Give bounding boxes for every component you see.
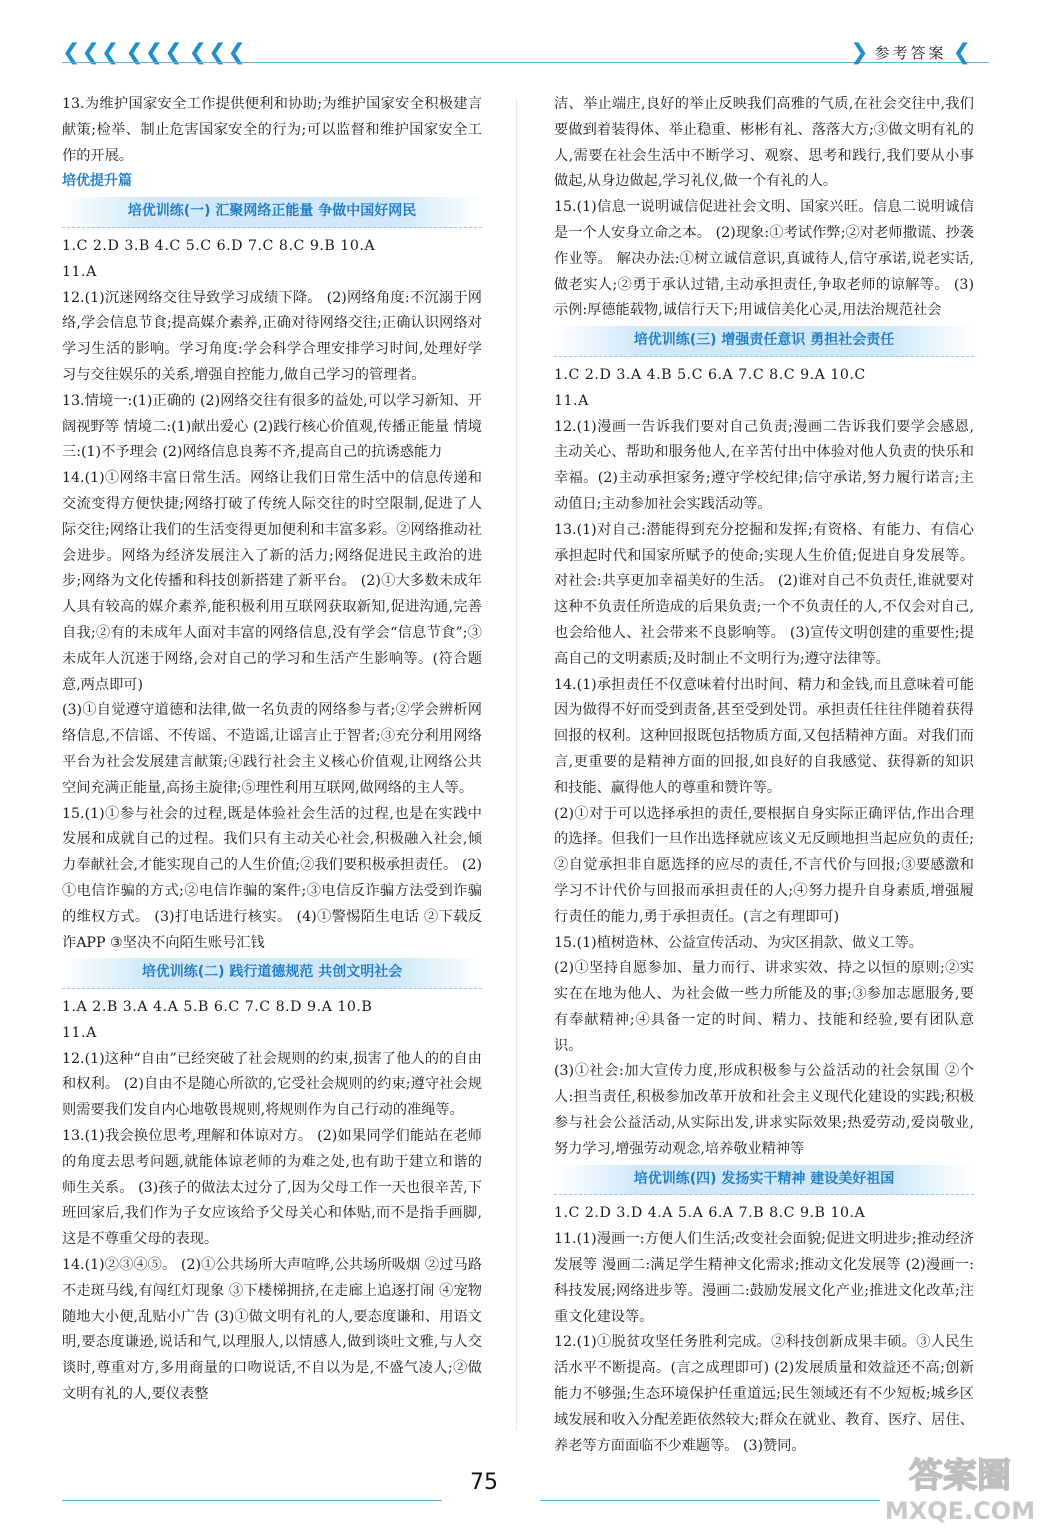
answer-paragraph: 13.(1)我会换位思考,理解和体谅对方。 (2)如果同学们能站在老师的角度去思考问题,就能体谅老师的为难之处,也有助于建立和谐的师生关系。 (3)孩子的做法太过分了,因为父母工作一天也很辛苦,下班回家后,我们作为子女应该给予父母关心和体贴,而不是指手画脚,这是不尊重父母的表现。	[62, 1128, 482, 1248]
footer-rule-right	[540, 1500, 880, 1501]
answer-paragraph: 12.(1)①脱贫攻坚任务胜利完成。②科技创新成果丰硕。③人民生活水平不断提高。(言之成理即可) (2)发展质量和效益还不高;创新能力不够强;生态环境保护任重道远;民生领域还有不少短板;城乡区域发展和收入分配差距依然较大;群众在就业、教育、医疗、居住、养老等方面面临不少难题等。 (3)赞同。	[554, 1334, 974, 1454]
answer-paragraph: 15.(1)植树造林、公益宣传活动、为灾区捐款、做义工等。	[554, 934, 923, 951]
footer-rule-left	[62, 1500, 442, 1501]
watermark-url: MXQE.COM	[884, 1497, 1036, 1525]
chevron-left-icon: ❮	[952, 40, 971, 65]
chevron-left-icon: ❮	[62, 40, 81, 65]
answer-paragraph: (2)①坚持自愿参加、量力而行、讲求实效、持之以恒的原则;②实实在在地为他人、为社会做一些力所能及的事;③参加志愿服务,要有奉献精神;④具备一定的时间、精力、技能和经验,要有团队意识。	[554, 960, 974, 1054]
header-chevron-decoration	[62, 42, 246, 64]
choice-answers: 1.A 2.B 3.A 4.A 5.B 6.C 7.C 8.D 9.A 10.B	[62, 999, 373, 1016]
answer-paragraph: (2)①对于可以选择承担的责任,要根据自身实际正确评估,作出合理的选择。但我们一旦作出选择就应该义无反顾地担当起应负的责任;②自觉承担非自愿选择的应尽的责任,不言代价与回报;③要感激和学习不计代价与回报而承担责任的人;④努力提升自身素质,增强履行责任的能力,勇于承担责任。(言之有理即可)	[554, 805, 974, 925]
answer-paragraph: 12.(1)这种“自由”已经突破了社会规则的约束,损害了他人的的自由和权利。 (2)自由不是随心所欲的,它受社会规则的约束;遵守社会规则需要我们发自内心地敬畏规则,将规则作为自己行动的准绳等。	[62, 1050, 482, 1119]
chevron-left-icon: ❮	[227, 40, 246, 65]
chevron-right-icon: ❯	[850, 40, 869, 65]
header-title-group	[850, 40, 971, 65]
chevron-left-icon: ❮	[125, 40, 144, 65]
right-column	[554, 92, 974, 1459]
answer-paragraph: 15.(1)信息一说明诚信促进社会文明、国家兴旺。信息二说明诚信是一个人安身立命之本。 (2)现象:①考试作弊;②对老师撒谎、抄袭作业等。 解决办法:①树立诚信意识,真诚待人,信守承诺,说老实话,做老实人;②勇于承认过错,主动承担责任,争取老师的谅解等。 (3)示例:厚德能载物,诚信行天下;用诚信美化心灵,用法治规范社会	[554, 199, 974, 319]
chevron-left-icon: ❮	[100, 40, 120, 65]
left-column	[62, 92, 482, 1408]
exercise-banner: 培优训练(二) 践行道德规范 共创文明社会	[62, 958, 482, 989]
choice-answers: 1.C 2.D 3.A 4.B 5.C 6.A 7.C 8.C 9.A 10.C	[554, 366, 866, 383]
answer-paragraph: 11.(1)漫画一:方便人们生活;改变社会面貌;促进文明进步;推动经济发展等 漫画二:满足学生精神文化需求;推动文化发展等 (2)漫画一:科技发展;网络进步等。漫画二:鼓励发展文化产业;推进文化改革;注重文化建设等。	[554, 1231, 974, 1325]
chevron-left-icon: ❮	[144, 40, 164, 65]
choice-answers: 1.C 2.D 3.D 4.A 5.A 6.A 7.B 8.C 9.B 10.A	[554, 1205, 866, 1222]
exercise-banner: 培优训练(一) 汇聚网络正能量 争做中国好网民	[62, 197, 482, 228]
answer-paragraph: 12.(1)沉迷网络交往导致学习成绩下降。 (2)网络角度:不沉溺于网络,学会信息节食;提高媒介素养,正确对待网络交往;正确认识网络对学习生活的影响。学习角度:学会科学合理安排学习时间,处理好学习与交往娱乐的关系,增强自控能力,做自己学习的管理者。	[62, 289, 482, 383]
watermark-logo	[880, 1445, 1040, 1530]
answer-paragraph: 15.(1)①参与社会的过程,既是体验社会生活的过程,也是在实践中发展和成就自己的过程。我们只有主动关心社会,积极融入社会,倾力奉献社会,才能实现自己的人生价值;②我们要积极承担责任。 (2)①电信诈骗的方式;②电信诈骗的案件;③电信反诈骗方法受到诈骗的维权方式。 (3)打电话进行核实。 (4)①警惕陌生电话 ②下载反诈APP ③坚决不向陌生账号汇钱	[62, 805, 482, 951]
answer-paragraph: 13.为维护国家安全工作提供便利和协助;为维护国家安全积极建言献策;检举、制止危害国家安全的行为;可以监督和维护国家安全工作的开展。	[62, 96, 482, 164]
watermark-title: 答案圈	[909, 1456, 1011, 1496]
answer-paragraph: (3)①自觉遵守道德和法律,做一名负责的网络参与者;②学会辨析网络信息,不信谣、不传谣、不造谣,让谣言止于智者;③充分利用网络平台为社会发展建言献策;④践行社会主义核心价值观,让网络公共空间充满正能量,高扬主旋律;⑤理性利用互联网,做网络的主人等。	[62, 702, 482, 796]
choice-answers: 11.A	[554, 392, 589, 409]
chevron-left-icon: ❮	[81, 40, 100, 65]
chevron-left-icon: ❮	[164, 40, 183, 65]
answer-paragraph: 13.(1)对自己:潜能得到充分挖掘和发挥;有资格、有能力、有信心承担起时代和国家所赋予的使命;实现人生价值;促进自身发展等。对社会:共享更加幸福美好的生活。 (2)谁对自己不负责任,谁就要对这种不负责任所造成的后果负责;一个不负责任的人,不仅会对自己,也会给他人、社会带来不良影响等。 (3)宣传文明创建的重要性;提高自己的文明素质;及时制止不文明行为;遵守法律等。	[554, 521, 974, 667]
chevron-left-icon: ❮	[208, 40, 227, 65]
answer-paragraph: (3)①社会:加大宣传力度,形成积极参与公益活动的社会氛围 ②个人:担当责任,积极参加改革开放和社会主义现代化建设的实践;积极参与社会公益活动,从实际出发,讲求实际效果;热爱劳动,爱岗敬业,努力学习,增强劳动观念,培养敬业精神等	[554, 1063, 974, 1157]
column-divider	[516, 100, 517, 1430]
page-number: 75	[470, 1470, 498, 1495]
answer-paragraph: 14.(1)②③④⑤。 (2)①公共场所大声喧哗,公共场所吸烟 ②过马路不走斑马线,有闯红灯现象 ③下楼梯拥挤,在走廊上追逐打闹 ④宠物随地大小便,乱贴小广告 (3)①做文明有礼的人,要态度谦和、用语文明,要态度谦逊,说话和气,以理服人,以情感人,做到谈吐文雅,与人交谈时,尊重对方,多用商量的口吻说话,不自以为是,不盛气凌人;②做文明有礼的人,要仪表整	[62, 1257, 482, 1403]
choice-answers: 11.A	[62, 263, 97, 280]
choice-answers: 11.A	[62, 1024, 97, 1041]
answer-paragraph: 14.(1)承担责任不仅意味着付出时间、精力和金钱,而且意味着可能因为做得不好而受到责备,甚至受到处罚。承担责任往往伴随着获得回报的权利。这种回报既包括物质方面,又包括精神方面。对我们而言,更重要的是精神方面的回报,如良好的自我感觉、获得新的知识和技能、赢得他人的尊重和赞许等。	[554, 676, 974, 796]
header-title: 参考答案	[874, 44, 947, 62]
answer-paragraph: 14.(1)①网络丰富日常生活。网络让我们日常生活中的信息传递和交流变得方便快捷;网络打破了传统人际交往的时空限制,促进了人际交往;网络让我们的生活变得更加便利和丰富多彩。②网络推动社会进步。网络为经济发展注入了新的活力;网络促进民主政治的进步;网络为文化传播和科技创新搭建了新平台。 (2)①大多数未成年人具有较高的媒介素养,能积极利用互联网获取新知,促进沟通,完善自我;②有的未成年人面对丰富的网络信息,没有学会“信息节食”;③未成年人沉迷于网络,会对自己的学习和生活产生影响等。(符合题意,两点即可)	[62, 470, 482, 693]
exercise-banner: 培优训练(三) 增强责任意识 勇担社会责任	[554, 326, 974, 357]
section-heading: 培优提升篇	[62, 173, 132, 190]
answer-paragraph: 12.(1)漫画一告诉我们要对自己负责;漫画二告诉我们要学会感恩,主动关心、帮助和服务他人,在辛苦付出中体验对他人负责的快乐和幸福。(2)主动承担家务;遵守学校纪律;信守承诺,努力履行诺言;主动值日;主动参加社会实践活动等。	[554, 418, 974, 512]
answer-paragraph: 洁、举止端庄,良好的举止反映我们高雅的气质,在社会交往中,我们要做到着装得体、举止稳重、彬彬有礼、落落大方;③做文明有礼的人,需要在社会生活中不断学习、观察、思考和践行,我们要从小事做起,从身边做起,学习礼仪,做一个有礼的人。	[554, 96, 974, 190]
page-header	[0, 0, 1051, 80]
choice-answers: 1.C 2.D 3.B 4.C 5.C 6.D 7.C 8.C 9.B 10.A	[62, 237, 376, 254]
answer-paragraph: 13.情境一:(1)正确的 (2)网络交往有很多的益处,可以学习新知、开阔视野等 情境二:(1)献出爱心 (2)践行核心价值观,传播正能量 情境三:(1)不予理会 (2)网络信息良莠不齐,提高自己的抗诱惑能力	[62, 392, 482, 461]
exercise-banner: 培优训练(四) 发扬实干精神 建设美好祖国	[554, 1165, 974, 1196]
chevron-left-icon: ❮	[188, 40, 208, 65]
